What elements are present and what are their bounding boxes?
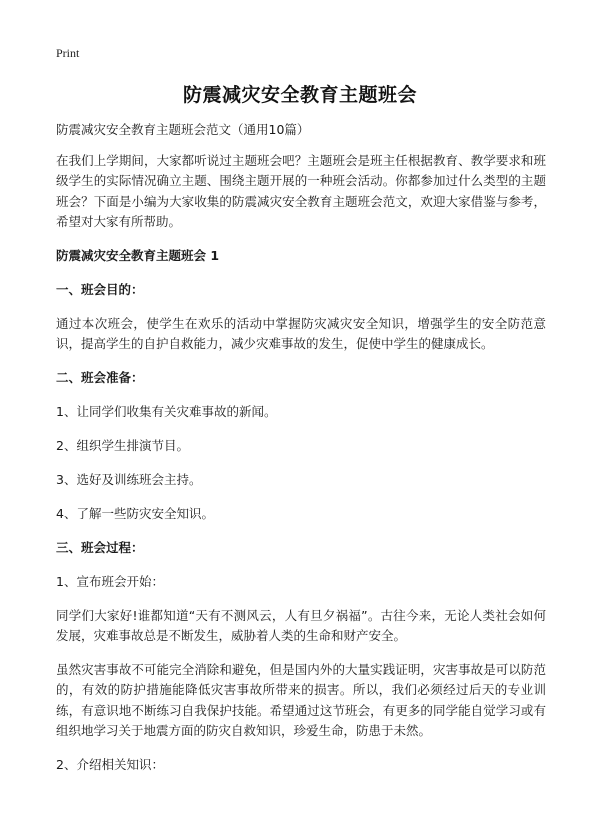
document-title: 防震减灾安全教育主题班会 xyxy=(182,84,417,106)
section-title: 防震减灾安全教育主题班会 1 xyxy=(56,247,220,263)
prep-item: 1、让同学们收集有关灾难事故的新闻。 xyxy=(56,403,277,419)
document-subtitle: 防震减灾安全教育主题班会范文（通用10篇） xyxy=(56,122,310,137)
process-step: 1、宣布班会开始： xyxy=(56,573,164,589)
process-step: 2、介绍相关知识： xyxy=(56,756,164,772)
process-paragraph: 虽然灾害事故不可能完全消除和避免，但是国内外的大量实践证明，灾害事故是可以防范的，有效的防护措施能降低灾害事故所带来的损害。所以，我们必须经过后天的专业训练，有意识地不断练习自我保护技能。希望通过这节班会，有更多的同学能自觉学习或有组织地学习关于地震方面的防灾自救知识，珍爱生命，防患于未然。 xyxy=(56,661,546,738)
process-heading: 三、班会过程： xyxy=(56,539,144,555)
print-label[interactable]: Print xyxy=(56,46,80,60)
prep-item: 3、选好及训练班会主持。 xyxy=(56,471,202,487)
document-body xyxy=(56,120,546,789)
process-paragraph: 同学们大家好!谁都知道“天有不测风云，人有旦夕祸福”。古往今来，无论人类社会如何发展，灾难事故总是不断发生，威胁着人类的生命和财产安全。 xyxy=(56,607,546,643)
prep-item: 2、组织学生排演节目。 xyxy=(56,437,189,453)
goal-heading: 一、班会目的： xyxy=(56,281,144,297)
intro-paragraph: 在我们上学期间，大家都听说过主题班会吧？主题班会是班主任根据教育、教学要求和班级学生的实际情况确立主题、围绕主题开展的一种班会活动。你都参加过什么类型的主题班会？下面是小编为大家收集的防震减灾安全教育主题班会范文，欢迎大家借鉴与参考，希望对大家有所帮助。 xyxy=(56,152,546,229)
prep-item: 4、了解一些防灾安全知识。 xyxy=(56,505,214,521)
prep-heading: 二、班会准备： xyxy=(56,369,144,385)
goal-paragraph: 通过本次班会，使学生在欢乐的活动中掌握防灾减灾安全知识，增强学生的安全防范意识，提高学生的自护自救能力，减少灾难事故的发生，促使中学生的健康成长。 xyxy=(56,315,546,351)
